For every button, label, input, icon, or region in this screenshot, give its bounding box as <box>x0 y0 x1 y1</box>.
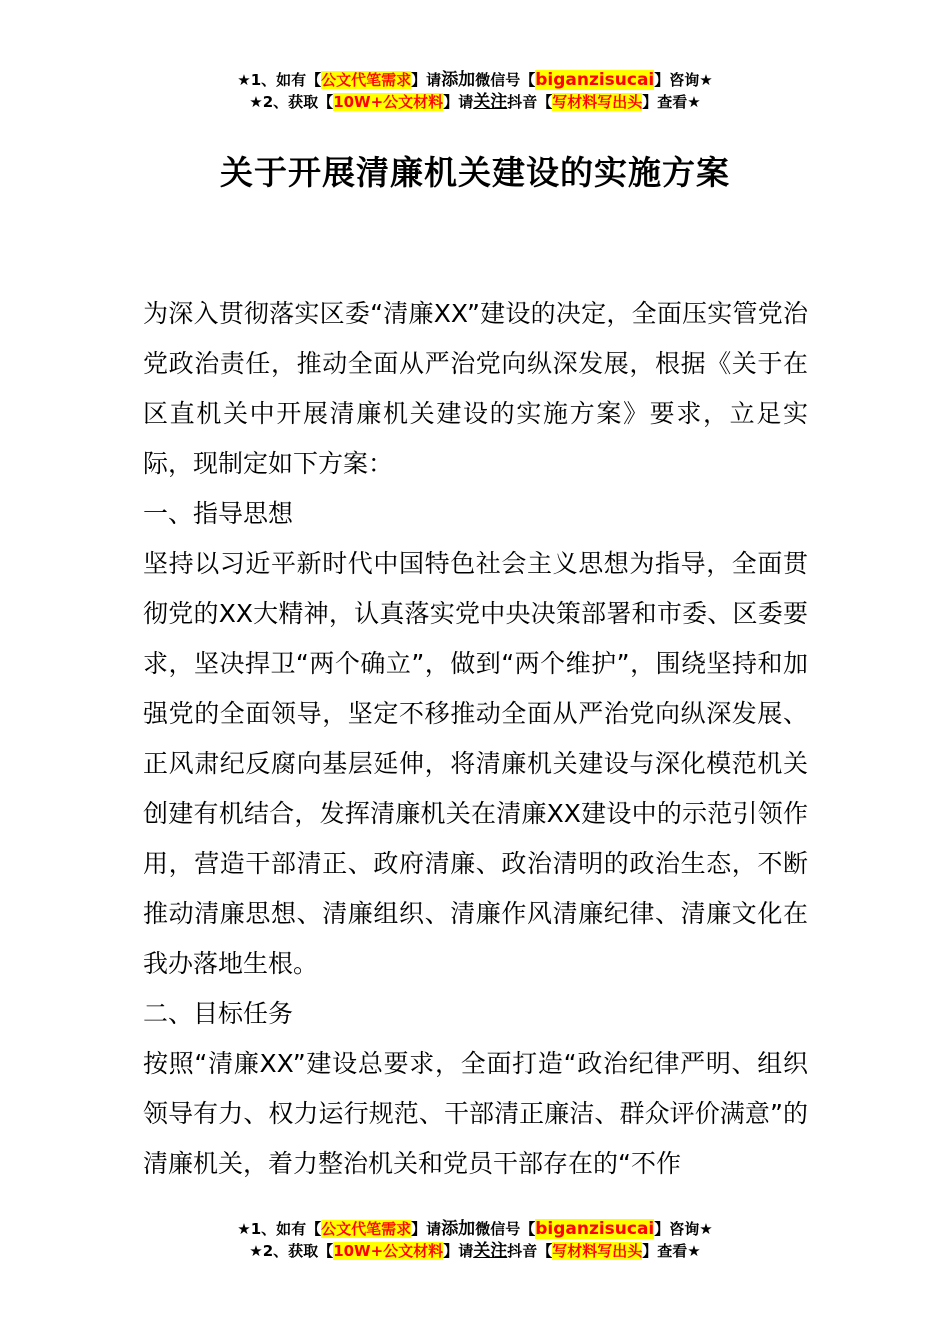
footer-highlight-wechat-id: biganzisucai <box>535 1219 655 1239</box>
footer-highlight-materials: 10W+公文材料 <box>333 1242 444 1260</box>
document-body <box>143 289 808 1189</box>
paragraph-objectives: 按照“清廉XX”建设总要求，全面打造“政治纪律严明、组织领导有力、权力运行规范、干部清正廉洁、群众评价满意”的清廉机关，着力整治机关和党员干部存在的“不作 <box>143 1049 808 1178</box>
banner-line-2: ★2、获取【10W+公文材料】请关注抖音【写材料写出头】查看★ <box>249 92 701 112</box>
footer-highlight-douyin: 写材料写出头 <box>552 1242 643 1260</box>
highlight-wechat-id: biganzisucai <box>535 70 655 90</box>
document-title: 关于开展清廉机关建设的实施方案 <box>220 153 730 192</box>
highlight-service: 公文代笔需求 <box>321 71 412 89</box>
paragraph-intro: 为深入贯彻落实区委“清廉XX”建设的决定，全面压实管党治党政治责任，推动全面从严治党向纵深发展，根据《关于在区直机关中开展清廉机关建设的实施方案》要求，立足实际，现制定如下方案： <box>143 299 808 478</box>
section-heading-1: 一、指导思想 <box>143 499 294 528</box>
highlight-materials: 10W+公文材料 <box>333 93 444 111</box>
footer-banner-line-1: ★1、如有【公文代笔需求】请添加微信号【biganzisucai】咨询★ <box>237 1219 713 1239</box>
header-banner <box>0 69 950 113</box>
paragraph-guiding-thought: 坚持以习近平新时代中国特色社会主义思想为指导，全面贯彻党的XX大精神，认真落实党中央决策部署和市委、区委要求，坚决捍卫“两个确立”，做到“两个维护”，围绕坚持和加强党的全面领导，坚定不移推动全面从严治党向纵深发展、正风肃纪反腐向基层延伸，将清廉机关建设与深化模范机关创建有机结合，发挥清廉机关在清廉XX建设中的示范引领作用，营造干部清正、政府清廉、政治清明的政治生态，不断推动清廉思想、清廉组织、清廉作风清廉纪律、清廉文化在我办落地生根。 <box>143 549 808 978</box>
banner-line-1: ★1、如有【公文代笔需求】请添加微信号【biganzisucai】咨询★ <box>237 70 713 90</box>
section-heading-2: 二、目标任务 <box>143 999 294 1028</box>
highlight-douyin: 写材料写出头 <box>552 93 643 111</box>
footer-banner <box>0 1218 950 1262</box>
footer-banner-line-2: ★2、获取【10W+公文材料】请关注抖音【写材料写出头】查看★ <box>249 1241 701 1261</box>
footer-highlight-service: 公文代笔需求 <box>321 1220 412 1238</box>
